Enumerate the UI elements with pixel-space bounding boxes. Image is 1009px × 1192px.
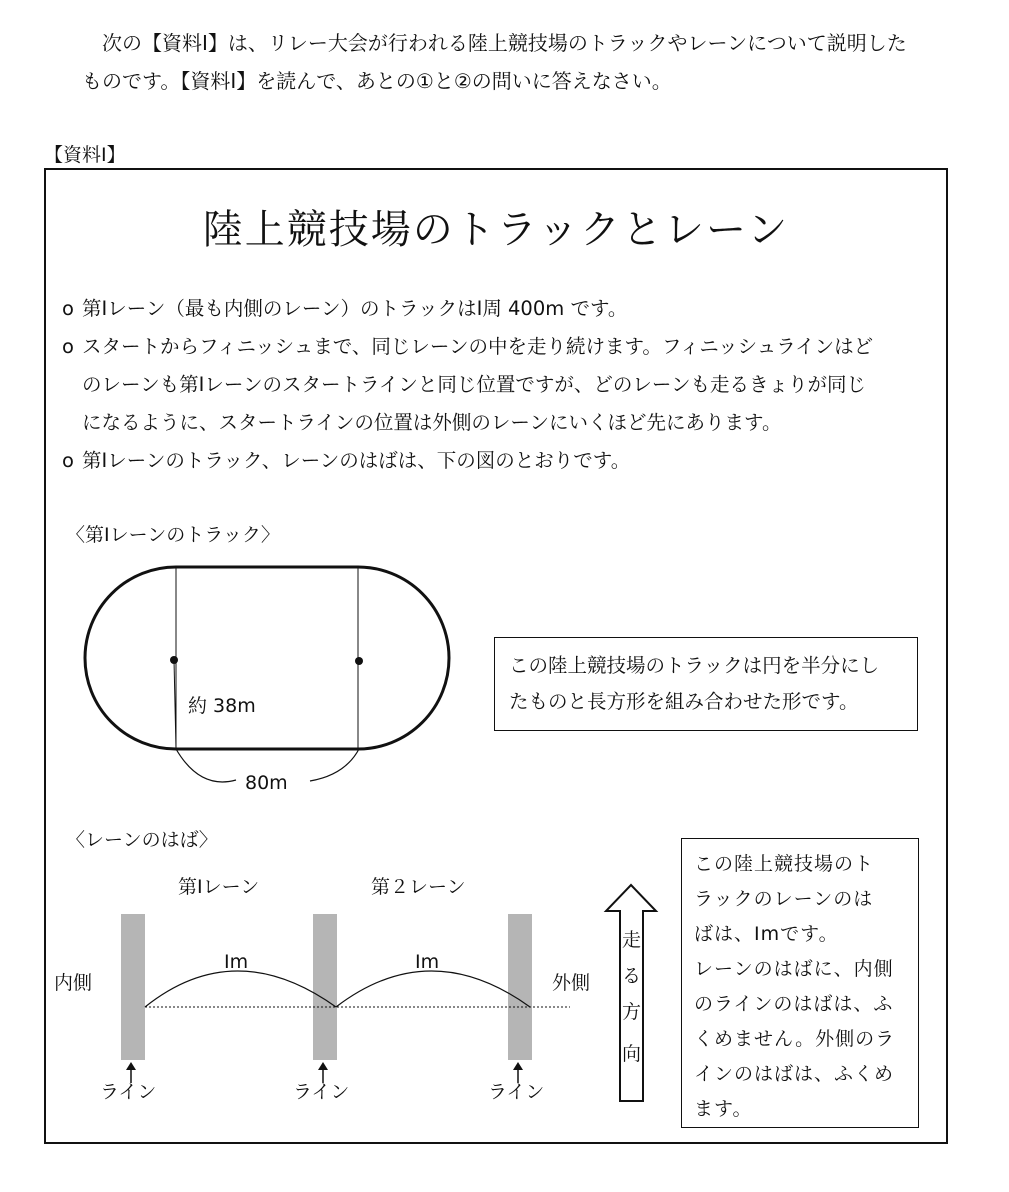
direction-char: 走 bbox=[622, 929, 642, 951]
lane-note-line: ます。 bbox=[694, 1098, 753, 1120]
direction-char: 向 bbox=[622, 1043, 642, 1065]
bullet-line: スタートからフィニッシュまで、同じレーンの中を走り続けます。フィニッシュラインはど bbox=[82, 335, 874, 358]
track-note-line: この陸上競技場のトラックは円を半分にし bbox=[509, 654, 880, 677]
track-note-box bbox=[494, 637, 918, 731]
line-arrow-icon bbox=[318, 1062, 328, 1083]
lane1-label: 第Ⅰレーン bbox=[178, 876, 260, 898]
line-arrow-icon bbox=[126, 1062, 136, 1083]
bullet-mark-icon: o bbox=[62, 449, 74, 472]
lane-line-bar bbox=[508, 914, 532, 1060]
page-title: 陸上競技場のトラックとレーン bbox=[202, 207, 790, 253]
bullet-line: 第Ⅰレーンのトラック、レーンのはばは、下の図のとおりです。 bbox=[82, 449, 631, 472]
lane-note-line: ばは、Ⅰmです。 bbox=[694, 923, 839, 945]
inner-side-label: 内側 bbox=[54, 972, 93, 994]
width-label-lane2: Ⅰm bbox=[415, 951, 440, 973]
lane-line-bar bbox=[313, 914, 337, 1060]
lane-note-line: インのはばは、ふくめ bbox=[694, 1063, 895, 1085]
direction-char: る bbox=[622, 965, 642, 987]
straight-label: 80m bbox=[245, 772, 288, 794]
width-arc-lane1 bbox=[145, 971, 336, 1007]
lane-line-bar bbox=[121, 914, 145, 1060]
outer-side-label: 外側 bbox=[552, 972, 591, 994]
intro-line-2: ものです。【資料Ⅰ】を読んで、あとの①と②の問いに答えなさい。 bbox=[82, 69, 672, 93]
line-label: ライン bbox=[293, 1081, 350, 1103]
lane-note-line: のラインのはばは、ふ bbox=[694, 993, 894, 1015]
bullet-mark-icon: o bbox=[62, 297, 74, 320]
track-note-line: たものと長方形を組み合わせた形です。 bbox=[509, 690, 859, 713]
bullet-line: 第Ⅰレーン（最も内側のレーン）のトラックはⅠ周 400m です。 bbox=[82, 297, 628, 320]
bullet-mark-icon: o bbox=[62, 335, 74, 358]
width-arc-lane2 bbox=[336, 971, 530, 1007]
lane-note-line: ラックのレーンのは bbox=[694, 888, 874, 910]
bullet-line: になるように、スタートラインの位置は外側のレーンにいくほど先にあります。 bbox=[82, 411, 782, 434]
line-arrow-icon bbox=[513, 1062, 523, 1083]
lane-note-line: この陸上競技場のト bbox=[694, 853, 875, 875]
straight-brace bbox=[176, 749, 236, 782]
line-label: ライン bbox=[488, 1081, 545, 1103]
direction-arrow-icon bbox=[606, 885, 656, 1101]
intro-line-1: 次の【資料Ⅰ】は、リレー大会が行われる陸上競技場のトラックやレーンについて説明した bbox=[102, 31, 907, 55]
bullet-line: のレーンも第Ⅰレーンのスタートラインと同じ位置ですが、どのレーンも走るきょりが同じ bbox=[82, 373, 866, 396]
reference-label: 【資料Ⅰ】 bbox=[44, 144, 126, 166]
lane-figure-caption: 〈レーンのはば〉 bbox=[66, 829, 218, 851]
center-point-right bbox=[355, 657, 363, 665]
direction-char: 方 bbox=[622, 1001, 642, 1023]
straight-brace-right bbox=[310, 749, 359, 781]
track-figure-caption: 〈第Ⅰレーンのトラック〉 bbox=[66, 524, 280, 546]
radius-label: 約 38m bbox=[188, 695, 256, 717]
lane-note-box bbox=[681, 838, 919, 1128]
lane2-label: 第２レーン bbox=[371, 876, 466, 898]
lane-note-line: レーンのはばに、内側 bbox=[694, 958, 894, 980]
track-outline bbox=[85, 567, 449, 749]
line-label: ライン bbox=[100, 1081, 157, 1103]
width-label-lane1: Ⅰm bbox=[224, 951, 249, 973]
lane-note-line: くめません。外側のラ bbox=[694, 1028, 896, 1050]
